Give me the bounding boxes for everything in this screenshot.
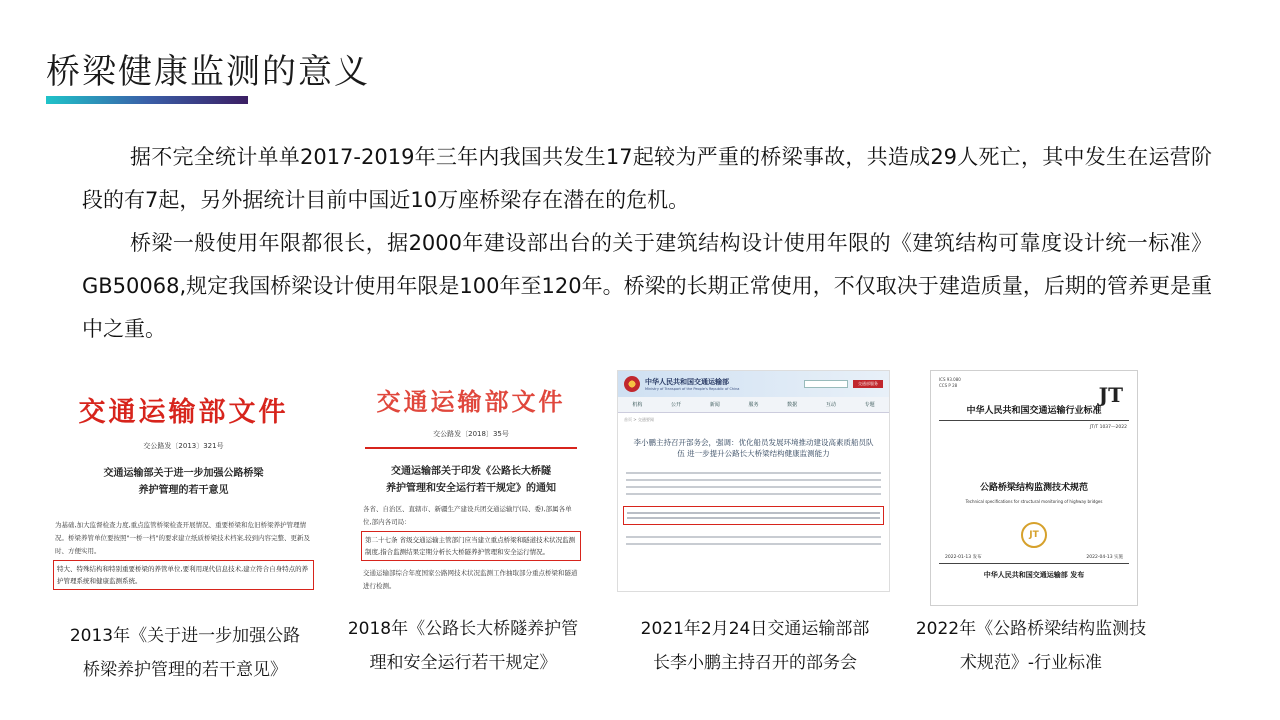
doc-gap bbox=[47, 499, 320, 513]
effect-date: 2022-04-13 实施 bbox=[1086, 555, 1123, 560]
page-title: 桥梁健康监测的意义 bbox=[46, 52, 370, 92]
caption-line: 理和安全运行若干规定》 bbox=[369, 653, 557, 673]
jt-logo: JT bbox=[1098, 383, 1123, 407]
national-emblem-icon bbox=[624, 376, 640, 392]
doc-number: 交公路发〔2018〕35号 bbox=[433, 430, 509, 438]
paragraph-design-life: 桥梁一般使用年限都很长，据2000年建设部出台的关于建筑结构设计使用年限的《建筑结构可靠度设计统一标准》GB50068,规定我国桥梁设计使用年限是100年至120年。桥梁的长期正常使用，不仅取决于建造质量，后期的管养更是重中之重。 bbox=[82, 231, 1212, 341]
doc-title-line: 养护管理和安全运行若干规定》的通知 bbox=[386, 483, 556, 494]
site-nav-item: 服务 bbox=[748, 402, 759, 408]
standard-category: 中华人民共和国交通运输行业标准 bbox=[966, 406, 1102, 416]
caption-line: 2021年2月24日交通运输部部 bbox=[640, 619, 870, 639]
title-underline bbox=[46, 96, 248, 104]
site-article-lines bbox=[618, 463, 889, 504]
site-nav-item: 数据 bbox=[787, 402, 798, 408]
standard-title-en: Technical specifications for structural monitoring of highway bridges bbox=[965, 499, 1103, 504]
site-header bbox=[618, 371, 889, 397]
caption-2018 bbox=[332, 612, 594, 680]
website-image-2021 bbox=[617, 370, 890, 592]
site-name-block bbox=[645, 378, 739, 391]
site-nav-item: 机构 bbox=[632, 402, 643, 408]
document-image-2018 bbox=[355, 370, 587, 592]
doc-address: 各省、自治区、直辖市、新疆生产建设兵团交通运输厅(局、委),部属各单位,部内各司局： bbox=[363, 505, 572, 526]
site-breadcrumb: 首页 > 交通要闻 bbox=[624, 417, 654, 422]
doc-red-header: 交通运输部文件 bbox=[78, 397, 289, 428]
standard-dates bbox=[931, 548, 1137, 560]
site-headline: 李小鹏主持召开部务会，强调：优化船员发展环境推动建设高素质船员队伍 进一步提升公路长大桥梁结构健康监测能力 bbox=[633, 438, 874, 458]
doc-highlight-box: 特大、特殊结构和特别重要桥梁的养管单位,要利用现代信息技术,建立符合自身特点的养护管理系统和健康监测系统。 bbox=[53, 560, 314, 590]
caption-line: 桥梁养护管理的若干意见》 bbox=[83, 660, 287, 680]
standard-title: 公路桥梁结构监测技术规范 bbox=[979, 483, 1088, 493]
standard-rule bbox=[939, 563, 1129, 564]
standard-cover-2022 bbox=[930, 370, 1138, 606]
site-highlight-box bbox=[623, 506, 884, 525]
doc-body: 交通运输部综合年度国家公路网技术状况监测工作抽取部分重点桥梁和隧道进行检测。 bbox=[363, 569, 578, 590]
site-nav-item: 专题 bbox=[864, 402, 875, 408]
doc-red-rule bbox=[365, 447, 577, 449]
standard-number: JT/T 1037—2022 bbox=[1089, 425, 1127, 430]
doc-red-header: 交通运输部文件 bbox=[376, 387, 566, 416]
standard-rule bbox=[939, 420, 1129, 421]
site-nav-item: 公开 bbox=[671, 402, 682, 408]
site-nav-item: 新闻 bbox=[709, 402, 720, 408]
site-nav bbox=[618, 397, 889, 413]
doc-title-line: 交通运输部关于印发《公路长大桥隧 bbox=[391, 466, 551, 477]
body-text bbox=[82, 136, 1212, 351]
caption-line: 2018年《公路长大桥隧养护管 bbox=[347, 619, 579, 639]
site-name-en: Ministry of Transport of the People's Republic of China bbox=[645, 386, 740, 391]
doc-number: 交公路发〔2013〕321号 bbox=[143, 442, 224, 450]
doc-title-line: 养护管理的若干意见 bbox=[138, 485, 229, 496]
jt-emblem-icon: JT bbox=[1021, 522, 1047, 548]
site-search-input bbox=[804, 380, 848, 388]
site-nav-item: 互动 bbox=[825, 402, 836, 408]
issue-date: 2022-01-13 发布 bbox=[945, 555, 982, 560]
caption-2013 bbox=[54, 619, 316, 687]
caption-line: 长李小鹏主持召开的部务会 bbox=[653, 653, 857, 673]
site-name: 中华人民共和国交通运输部 bbox=[645, 377, 729, 386]
doc-title bbox=[355, 463, 587, 497]
standard-ics-code: ICS 93.080 CCS P 28 bbox=[939, 377, 961, 388]
paragraph-accident-stats: 据不完全统计单单2017-2019年三年内我国共发生17起较为严重的桥梁事故，共造成29人死亡，其中发生在运营阶段的有7起，另外据统计目前中国近10万座桥梁存在潜在的危机。 bbox=[82, 145, 1212, 212]
caption-line: 术规范》-行业标准 bbox=[959, 653, 1103, 673]
doc-title-line: 交通运输部关于进一步加强公路桥梁 bbox=[103, 468, 264, 479]
doc-highlight-box: 第二十七条 省级交通运输主管部门应当建立重点桥梁和隧道技术状况监测制度,指合监测结果定期分析长大桥隧养护管理和安全运行情况。 bbox=[361, 531, 581, 561]
caption-2021 bbox=[624, 612, 886, 680]
document-image-2013 bbox=[47, 370, 320, 592]
doc-body: 为基础,加大监督检查力度,重点监管桥梁检查开展情况、重要桥梁和危旧桥梁养护管理情况。桥梁养管单位要按照"一桥一档"的要求建立纸质桥梁技术档案,较到内容完整、更新及时、方便实用。 bbox=[55, 521, 311, 555]
site-article-lines bbox=[618, 527, 889, 554]
caption-2022 bbox=[900, 612, 1162, 680]
site-search-button: 交通部服务 bbox=[853, 380, 883, 388]
caption-line: 2022年《公路桥梁结构监测技 bbox=[915, 619, 1147, 639]
doc-title bbox=[47, 465, 320, 499]
caption-line: 2013年《关于进一步加强公路 bbox=[69, 626, 301, 646]
standard-issuer: 中华人民共和国交通运输部 发布 bbox=[983, 571, 1085, 579]
